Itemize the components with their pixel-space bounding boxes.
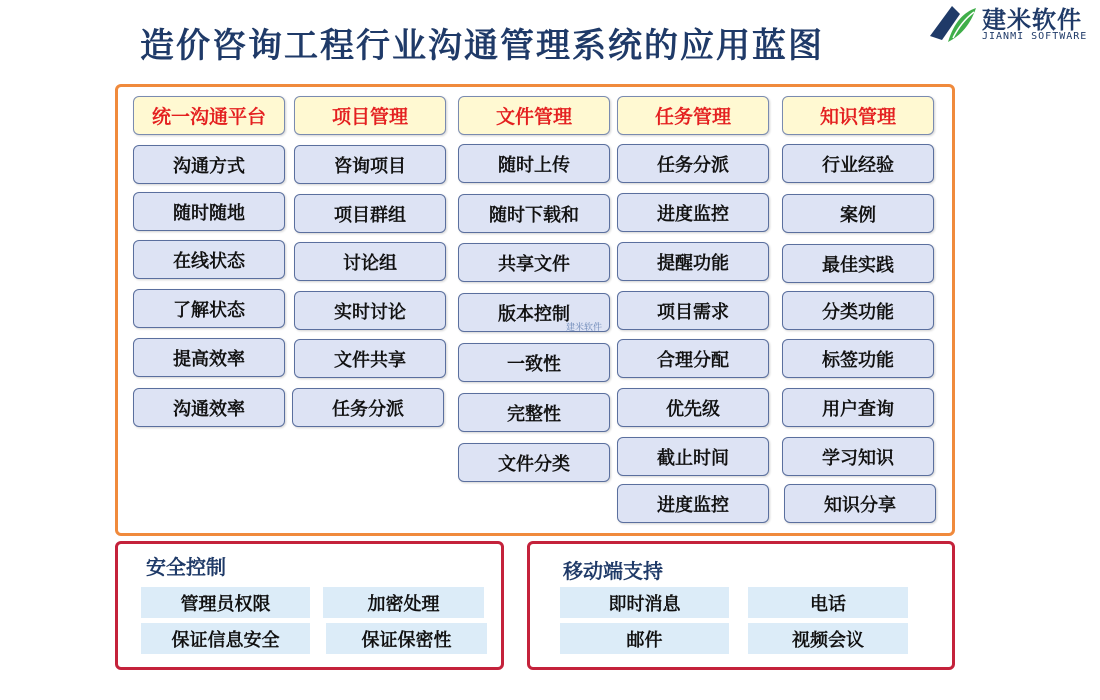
mobile-item: 电话 xyxy=(748,587,908,618)
column-item: 学习知识 xyxy=(782,437,934,476)
column-item: 文件共享 xyxy=(294,339,446,378)
mobile-item: 即时消息 xyxy=(560,587,729,618)
column-item: 任务分派 xyxy=(292,388,444,427)
column-item: 进度监控 xyxy=(617,193,769,232)
column-item: 沟通效率 xyxy=(133,388,285,427)
column-item: 合理分配 xyxy=(617,339,769,378)
column-item: 任务分派 xyxy=(617,144,769,183)
column-item: 分类功能 xyxy=(782,291,934,330)
mobile-item: 邮件 xyxy=(560,623,729,654)
mobile-item: 视频会议 xyxy=(748,623,908,654)
column-item: 提高效率 xyxy=(133,338,285,377)
column-item: 共享文件 xyxy=(458,243,610,282)
logo-name-cn: 建米软件 xyxy=(982,6,1082,34)
column-item: 行业经验 xyxy=(782,144,934,183)
column-header-communication: 统一沟通平台 xyxy=(133,96,285,135)
column-item: 了解状态 xyxy=(133,289,285,328)
column-item: 完整性 xyxy=(458,393,610,432)
column-item: 随时下载和 xyxy=(458,194,610,233)
column-item: 咨询项目 xyxy=(294,145,446,184)
column-item: 实时讨论 xyxy=(294,291,446,330)
column-item: 讨论组 xyxy=(294,242,446,281)
column-item: 随时上传 xyxy=(458,144,610,183)
column-item: 提醒功能 xyxy=(617,242,769,281)
security-title: 安全控制 xyxy=(146,555,226,579)
column-header-project: 项目管理 xyxy=(294,96,446,135)
column-item: 项目群组 xyxy=(294,194,446,233)
column-item: 文件分类 xyxy=(458,443,610,482)
column-item: 一致性 xyxy=(458,343,610,382)
column-item: 版本控制 xyxy=(458,293,610,332)
column-item: 项目需求 xyxy=(617,291,769,330)
jianmi-logo-icon xyxy=(926,2,978,46)
page-title: 造价咨询工程行业沟通管理系统的应用蓝图 xyxy=(140,26,824,66)
column-item: 用户查询 xyxy=(782,388,934,427)
security-item: 保证保密性 xyxy=(326,623,487,654)
column-item: 案例 xyxy=(782,194,934,233)
column-item: 最佳实践 xyxy=(782,244,934,283)
column-header-knowledge: 知识管理 xyxy=(782,96,934,135)
jianmi-logo xyxy=(926,0,1100,48)
column-item: 在线状态 xyxy=(133,240,285,279)
security-item: 保证信息安全 xyxy=(141,623,310,654)
mobile-title: 移动端支持 xyxy=(563,559,663,583)
security-item: 加密处理 xyxy=(323,587,484,618)
column-item: 标签功能 xyxy=(782,339,934,378)
column-item: 沟通方式 xyxy=(133,145,285,184)
column-header-file: 文件管理 xyxy=(458,96,610,135)
column-item: 优先级 xyxy=(617,388,769,427)
security-item: 管理员权限 xyxy=(141,587,310,618)
column-item: 截止时间 xyxy=(617,437,769,476)
column-header-task: 任务管理 xyxy=(617,96,769,135)
logo-name-en: JIANMI SOFTWARE xyxy=(982,31,1088,42)
column-item: 随时随地 xyxy=(133,192,285,231)
column-item: 知识分享 xyxy=(784,484,936,523)
column-item: 进度监控 xyxy=(617,484,769,523)
watermark-logo: 建米软件 xyxy=(566,323,603,333)
